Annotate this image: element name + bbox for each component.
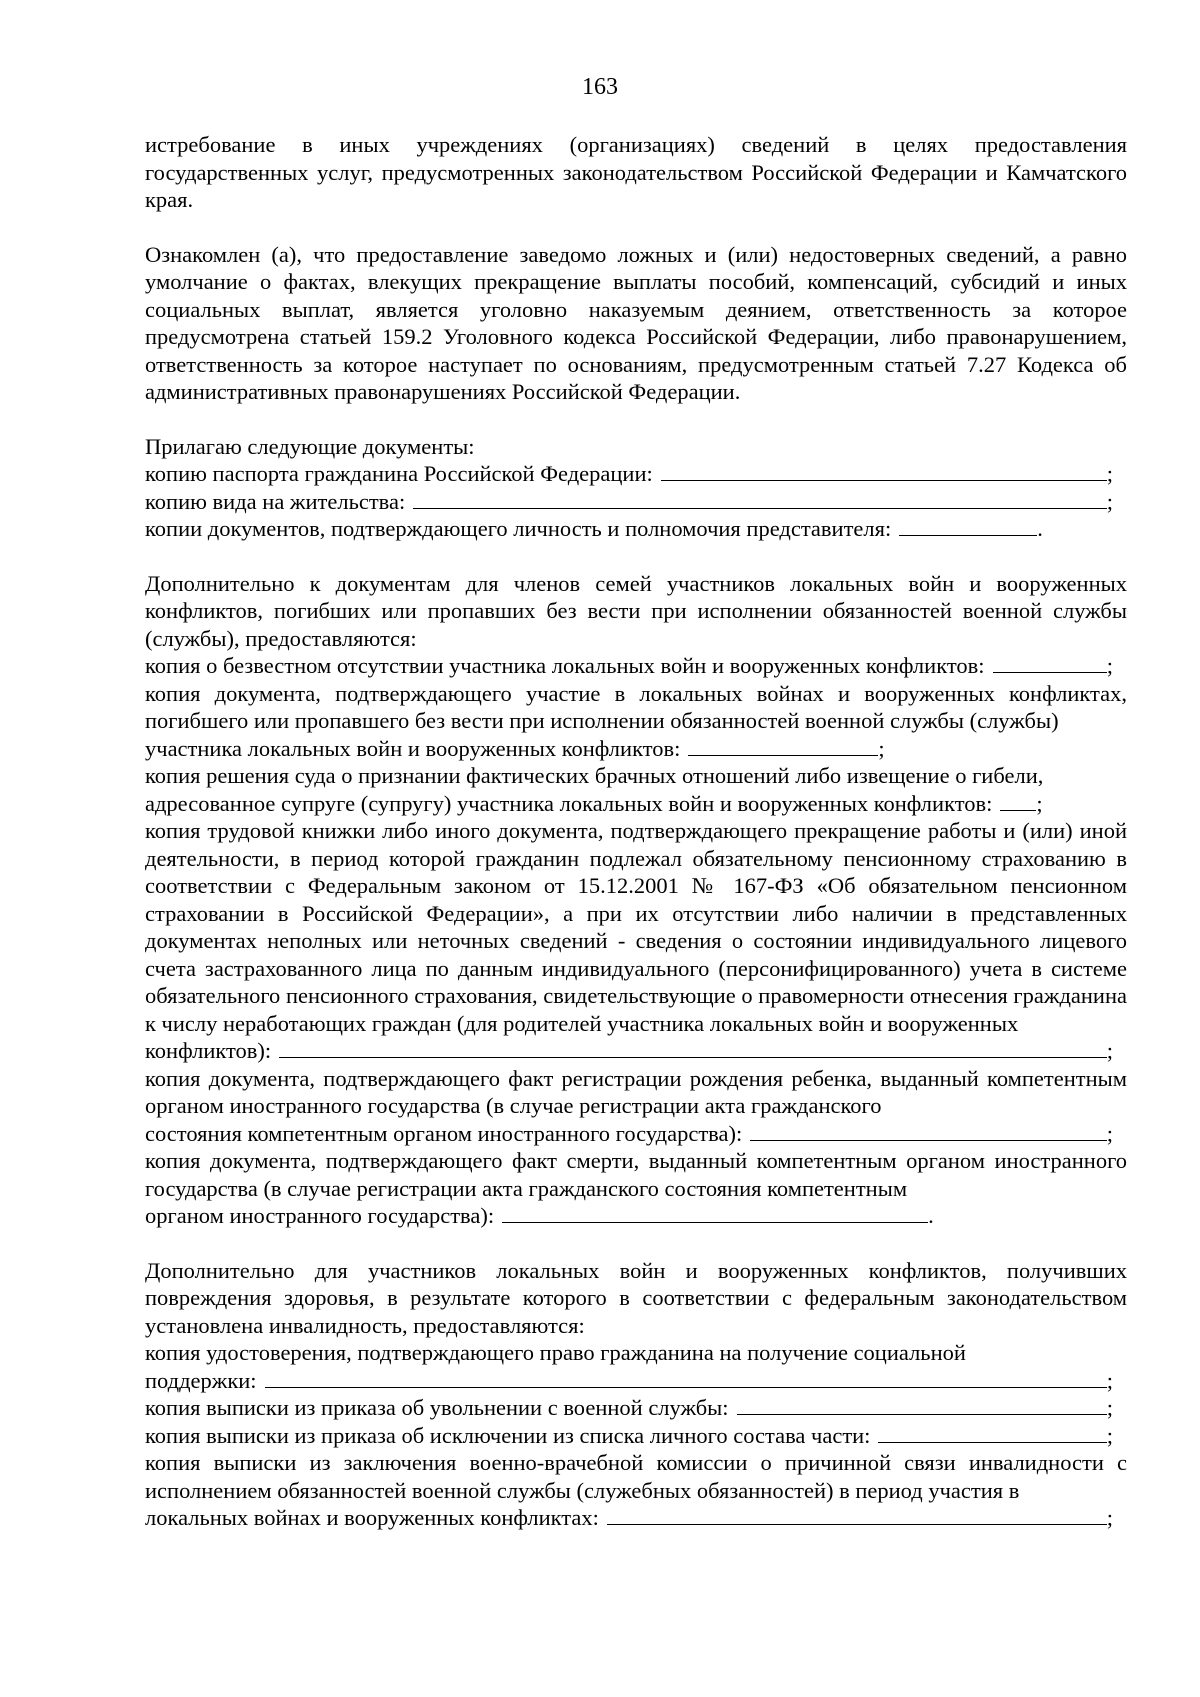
injured-certificate-item: копия удостоверения, подтверждающего право гражданина на получение социальной xyxy=(145,1340,966,1365)
injured-intro: Дополнительно для участников локальных войн и вооруженных конфликтов, получивших повреждения здоровья, в результате которого в соответствии с федеральным законодательством установлена инвалидность, предоставляются: xyxy=(145,1257,1127,1338)
commission-blank[interactable] xyxy=(607,1504,1107,1525)
family-birth-item: копия документа, подтверждающего факт регистрации рождения ребенка, выданный компетентным органом иностранного государства (в случае регистрации акта гражданского xyxy=(145,1065,1127,1118)
attachment-representative: копии документов, подтверждающего личность и полномочия представителя: . xyxy=(145,516,1043,541)
death-blank[interactable] xyxy=(502,1202,928,1223)
family-intro: Дополнительно к документам для членов семей участников локальных войн и вооруженных конфликтов, погибших или пропавших без вести при исполнении обязанностей военной службы (службы), предоставляются: xyxy=(145,570,1127,651)
paragraph-records-request: истребование в иных учреждениях (организациях) сведений в целях предоставления государственных услуг, предусмотренных законодательством Российской Федерации и Камчатского края. xyxy=(145,132,1127,212)
passport-blank[interactable] xyxy=(661,460,1107,481)
court-blank[interactable] xyxy=(1000,790,1036,811)
page-number: 163 xyxy=(582,74,618,100)
family-death-item: копия документа, подтверждающего факт смерти, выданный компетентным органом иностранного государства (в случае регистрации акта гражданского состояния компетентным xyxy=(145,1148,1127,1201)
exclusion-blank[interactable] xyxy=(878,1422,1106,1443)
labor-blank[interactable] xyxy=(279,1037,1107,1058)
family-labor-tail: конфликтов): ; xyxy=(145,1038,1113,1063)
participation-blank[interactable] xyxy=(688,735,878,756)
injured-exclusion-item: копия выписки из приказа об исключении из списка личного состава части: ; xyxy=(145,1422,1113,1448)
certificate-blank[interactable] xyxy=(265,1367,1107,1388)
representative-blank[interactable] xyxy=(899,515,1037,536)
residence-blank[interactable] xyxy=(413,488,1107,509)
paragraph-liability-notice: Ознакомлен (а), что предоставление заведомо ложных и (или) недостоверных сведений, а равно умолчание о фактах, влекущих прекращение выплаты пособий, компенсаций, субсидий и иных социальных выплат, является уголовно наказуемым деянием, ответственность за которое предусмотрена статьей 159.2 Уголовного кодекса Российской Федерации, либо правонарушением, ответственность за которое наступает по основаниям, предусмотренным статьей 7.27 Кодекса об административных правонарушениях Российской Федерации. xyxy=(145,241,1127,404)
family-participation-tail: участника локальных войн и вооруженных конфликтов: ; xyxy=(145,735,885,761)
document-body xyxy=(145,131,1127,1532)
family-court-tail: адресованное супруге (супругу) участника локальных войн и вооруженных конфликтов: ; xyxy=(145,790,1043,816)
dismissal-blank[interactable] xyxy=(737,1394,1107,1415)
birth-blank[interactable] xyxy=(750,1120,1106,1141)
attachments-heading: Прилагаю следующие документы: xyxy=(145,433,475,459)
family-section xyxy=(145,570,1127,1230)
injured-commission-tail: локальных войнах и вооруженных конфликтах: ; xyxy=(145,1505,1113,1530)
family-birth-tail: состояния компетентным органом иностранного государства): ; xyxy=(145,1120,1113,1146)
attachments-section xyxy=(145,433,1127,543)
family-missing-item: копия о безвестном отсутствии участника локальных войн и вооруженных конфликтов: ; xyxy=(145,653,1113,678)
family-labor-item: копия трудовой книжки либо иного документа, подтверждающего прекращение работы и (или) иной деятельности, в период которой гражданин подлежал обязательному пенсионному страхованию в соответствии с Федеральным законом от 15.12.2001 № 167-ФЗ «Об обязательном пенсионном страховании в Российской Федерации», а при их отсутствии либо наличии в представленных документах неполных или неточных сведений - сведения о состоянии индивидуального лицевого счета застрахованного лица по данным индивидуального (персонифицированного) учета в системе обязательного пенсионного страхования, свидетельствующие о правомерности отнесения гражданина к числу неработающих граждан (для родителей участника локальных войн и вооруженных xyxy=(145,818,1127,1036)
injured-dismissal-item: копия выписки из приказа об увольнении с военной службы: ; xyxy=(145,1395,1113,1420)
family-death-tail: органом иностранного государства): . xyxy=(145,1203,934,1228)
injured-certificate-tail: поддержки: ; xyxy=(145,1367,1113,1393)
attachment-passport: копию паспорта гражданина Российской Федерации: ; xyxy=(145,461,1113,486)
attachment-residence: копию вида на жительства: ; xyxy=(145,488,1113,514)
family-participation-item: копия документа, подтверждающего участие в локальных войнах и вооруженных конфликтах, погибшего или пропавшего без вести при исполнении обязанностей военной службы (службы) xyxy=(145,680,1127,733)
family-court-item: копия решения суда о признании фактических брачных отношений либо извещение о гибели, xyxy=(145,763,1044,788)
injured-section xyxy=(145,1257,1127,1532)
missing-blank[interactable] xyxy=(993,652,1107,673)
injured-commission-item: копия выписки из заключения военно-врачебной комиссии о причинной связи инвалидности с исполнением обязанностей военной службы (служебных обязанностей) в период участия в xyxy=(145,1450,1127,1503)
